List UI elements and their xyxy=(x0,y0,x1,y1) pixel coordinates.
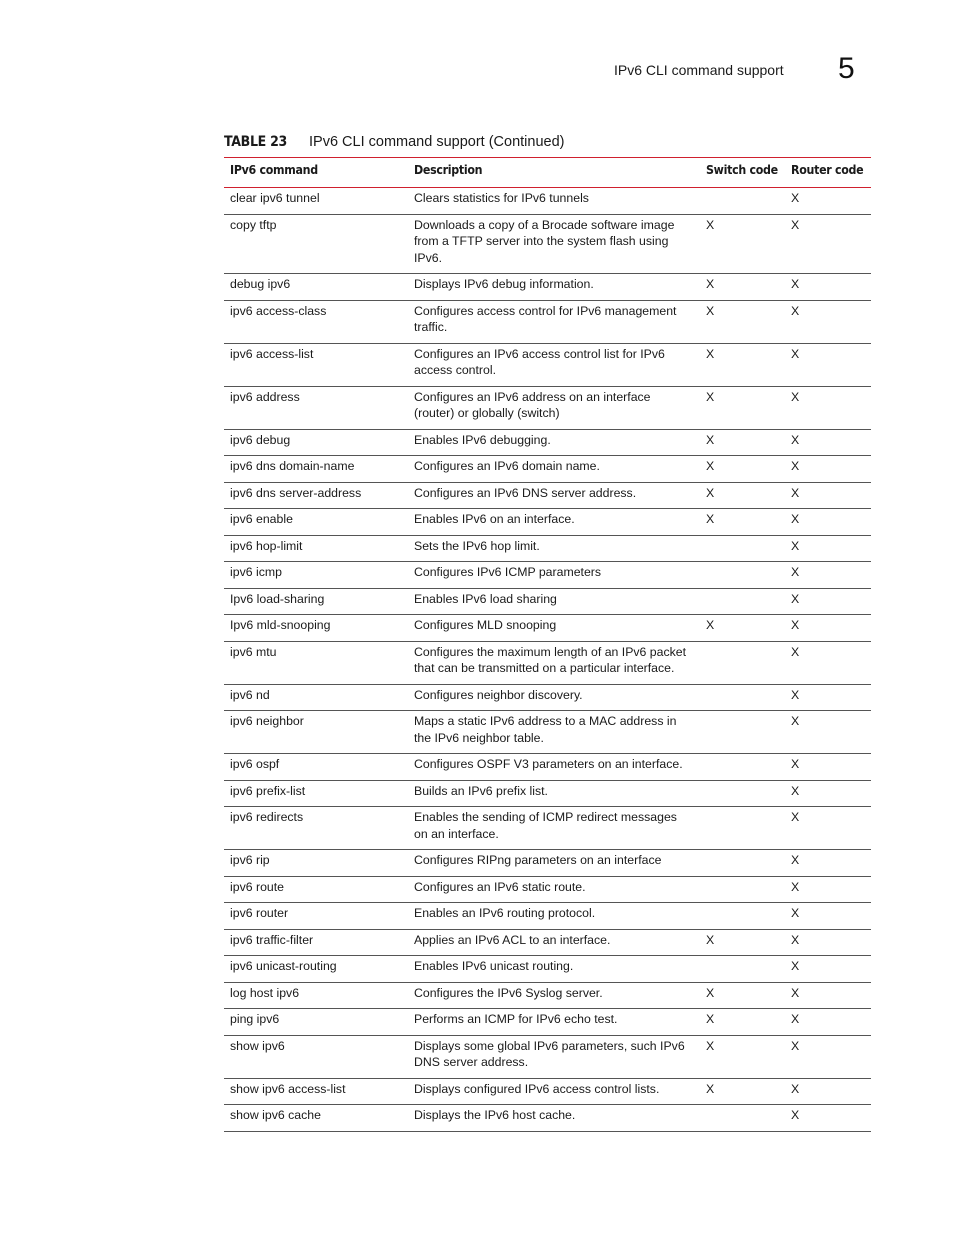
table-row xyxy=(224,615,871,642)
table-row xyxy=(224,876,871,903)
table-title: IPv6 CLI command support (Continued) xyxy=(309,134,565,150)
router-code-cell: X xyxy=(785,1035,871,1078)
table-row xyxy=(224,343,871,386)
description-cell: Performs an ICMP for IPv6 echo test. xyxy=(408,1009,700,1036)
description-cell: Displays IPv6 debug information. xyxy=(408,274,700,301)
command-cell: copy tftp xyxy=(224,214,408,274)
router-code-cell: X xyxy=(785,429,871,456)
switch-code-cell xyxy=(700,903,785,930)
table-row xyxy=(224,274,871,301)
command-cell: ipv6 debug xyxy=(224,429,408,456)
description-cell: Sets the IPv6 hop limit. xyxy=(408,535,700,562)
switch-code-cell: X xyxy=(700,456,785,483)
description-cell: Configures an IPv6 DNS server address. xyxy=(408,482,700,509)
router-code-cell: X xyxy=(785,929,871,956)
router-code-cell: X xyxy=(785,1009,871,1036)
command-cell: clear ipv6 tunnel xyxy=(224,188,408,215)
switch-code-cell xyxy=(700,956,785,983)
table-row xyxy=(224,903,871,930)
description-cell: Configures access control for IPv6 management traffic. xyxy=(408,300,700,343)
description-cell: Configures MLD snooping xyxy=(408,615,700,642)
description-cell: Configures the maximum length of an IPv6 packet that can be transmitted on a particular interface. xyxy=(408,641,700,684)
command-cell: Ipv6 load-sharing xyxy=(224,588,408,615)
router-code-cell: X xyxy=(785,300,871,343)
command-cell: ipv6 ospf xyxy=(224,754,408,781)
description-cell: Enables the sending of ICMP redirect messages on an interface. xyxy=(408,807,700,850)
description-cell: Applies an IPv6 ACL to an interface. xyxy=(408,929,700,956)
router-code-cell: X xyxy=(785,615,871,642)
router-code-cell: X xyxy=(785,274,871,301)
description-cell: Maps a static IPv6 address to a MAC address in the IPv6 neighbor table. xyxy=(408,711,700,754)
switch-code-cell: X xyxy=(700,1078,785,1105)
command-cell: ipv6 hop-limit xyxy=(224,535,408,562)
description-cell: Configures an IPv6 static route. xyxy=(408,876,700,903)
column-header-description: Description xyxy=(408,158,700,188)
command-cell: ipv6 router xyxy=(224,903,408,930)
router-code-cell: X xyxy=(785,641,871,684)
description-cell: Configures RIPng parameters on an interface xyxy=(408,850,700,877)
table-row xyxy=(224,1009,871,1036)
table-row xyxy=(224,850,871,877)
command-cell: ipv6 nd xyxy=(224,684,408,711)
router-code-cell: X xyxy=(785,956,871,983)
router-code-cell: X xyxy=(785,1105,871,1132)
command-cell: ipv6 unicast-routing xyxy=(224,956,408,983)
router-code-cell: X xyxy=(785,807,871,850)
table-row xyxy=(224,780,871,807)
command-cell: ipv6 rip xyxy=(224,850,408,877)
command-cell: ipv6 icmp xyxy=(224,562,408,589)
router-code-cell: X xyxy=(785,535,871,562)
router-code-cell: X xyxy=(785,343,871,386)
description-cell: Configures an IPv6 domain name. xyxy=(408,456,700,483)
switch-code-cell xyxy=(700,535,785,562)
table-row xyxy=(224,456,871,483)
table-header-row xyxy=(224,158,871,188)
command-cell: ipv6 prefix-list xyxy=(224,780,408,807)
table-row xyxy=(224,956,871,983)
command-cell: ipv6 access-list xyxy=(224,343,408,386)
table-row xyxy=(224,711,871,754)
command-cell: ipv6 neighbor xyxy=(224,711,408,754)
description-cell: Clears statistics for IPv6 tunnels xyxy=(408,188,700,215)
table-row xyxy=(224,641,871,684)
router-code-cell: X xyxy=(785,684,871,711)
command-cell: ipv6 address xyxy=(224,386,408,429)
switch-code-cell: X xyxy=(700,1035,785,1078)
table-row xyxy=(224,588,871,615)
switch-code-cell: X xyxy=(700,429,785,456)
command-cell: show ipv6 access-list xyxy=(224,1078,408,1105)
command-cell: ipv6 dns domain-name xyxy=(224,456,408,483)
description-cell: Displays some global IPv6 parameters, such IPv6 DNS server address. xyxy=(408,1035,700,1078)
router-code-cell: X xyxy=(785,562,871,589)
table-row xyxy=(224,386,871,429)
switch-code-cell xyxy=(700,562,785,589)
table-row xyxy=(224,807,871,850)
column-header-router-code: Router code xyxy=(785,158,871,188)
table-row xyxy=(224,754,871,781)
switch-code-cell xyxy=(700,711,785,754)
description-cell: Configures the IPv6 Syslog server. xyxy=(408,982,700,1009)
description-cell: Configures IPv6 ICMP parameters xyxy=(408,562,700,589)
command-cell: ipv6 redirects xyxy=(224,807,408,850)
command-cell: Ipv6 mld-snooping xyxy=(224,615,408,642)
table-row xyxy=(224,482,871,509)
description-cell: Configures an IPv6 access control list for IPv6 access control. xyxy=(408,343,700,386)
command-cell: ipv6 mtu xyxy=(224,641,408,684)
switch-code-cell: X xyxy=(700,482,785,509)
router-code-cell: X xyxy=(785,780,871,807)
chapter-number: 5 xyxy=(838,52,855,85)
router-code-cell: X xyxy=(785,982,871,1009)
switch-code-cell xyxy=(700,1105,785,1132)
command-cell: show ipv6 cache xyxy=(224,1105,408,1132)
switch-code-cell xyxy=(700,780,785,807)
router-code-cell: X xyxy=(785,386,871,429)
description-cell: Enables IPv6 load sharing xyxy=(408,588,700,615)
table-caption xyxy=(224,134,565,150)
table-row xyxy=(224,562,871,589)
command-cell: ipv6 access-class xyxy=(224,300,408,343)
command-cell: debug ipv6 xyxy=(224,274,408,301)
table-row xyxy=(224,1105,871,1132)
table-row xyxy=(224,1035,871,1078)
router-code-cell: X xyxy=(785,1078,871,1105)
table-body xyxy=(224,188,871,1132)
table-row xyxy=(224,982,871,1009)
table-row xyxy=(224,929,871,956)
command-cell: show ipv6 xyxy=(224,1035,408,1078)
router-code-cell: X xyxy=(785,711,871,754)
switch-code-cell: X xyxy=(700,929,785,956)
switch-code-cell: X xyxy=(700,1009,785,1036)
switch-code-cell: X xyxy=(700,343,785,386)
description-cell: Enables IPv6 unicast routing. xyxy=(408,956,700,983)
description-cell: Enables an IPv6 routing protocol. xyxy=(408,903,700,930)
table-row xyxy=(224,429,871,456)
running-header-title: IPv6 CLI command support xyxy=(614,62,784,78)
switch-code-cell xyxy=(700,641,785,684)
switch-code-cell xyxy=(700,588,785,615)
description-cell: Displays the IPv6 host cache. xyxy=(408,1105,700,1132)
switch-code-cell xyxy=(700,188,785,215)
description-cell: Configures an IPv6 address on an interface (router) or globally (switch) xyxy=(408,386,700,429)
table-row xyxy=(224,509,871,536)
router-code-cell: X xyxy=(785,188,871,215)
switch-code-cell xyxy=(700,684,785,711)
switch-code-cell: X xyxy=(700,300,785,343)
command-cell: ipv6 dns server-address xyxy=(224,482,408,509)
router-code-cell: X xyxy=(785,850,871,877)
column-header-command: IPv6 command xyxy=(224,158,408,188)
router-code-cell: X xyxy=(785,214,871,274)
ipv6-command-table xyxy=(224,157,871,1132)
switch-code-cell: X xyxy=(700,274,785,301)
switch-code-cell: X xyxy=(700,982,785,1009)
column-header-switch-code: Switch code xyxy=(700,158,785,188)
command-cell: ipv6 route xyxy=(224,876,408,903)
switch-code-cell xyxy=(700,850,785,877)
switch-code-cell xyxy=(700,807,785,850)
router-code-cell: X xyxy=(785,456,871,483)
description-cell: Enables IPv6 debugging. xyxy=(408,429,700,456)
table-row xyxy=(224,300,871,343)
router-code-cell: X xyxy=(785,588,871,615)
description-cell: Enables IPv6 on an interface. xyxy=(408,509,700,536)
description-cell: Configures OSPF V3 parameters on an interface. xyxy=(408,754,700,781)
description-cell: Displays configured IPv6 access control lists. xyxy=(408,1078,700,1105)
table-row xyxy=(224,535,871,562)
description-cell: Downloads a copy of a Brocade software image from a TFTP server into the system flash using IPv6. xyxy=(408,214,700,274)
router-code-cell: X xyxy=(785,876,871,903)
router-code-cell: X xyxy=(785,903,871,930)
switch-code-cell: X xyxy=(700,214,785,274)
table-row xyxy=(224,188,871,215)
switch-code-cell: X xyxy=(700,615,785,642)
description-cell: Configures neighbor discovery. xyxy=(408,684,700,711)
command-cell: ipv6 traffic-filter xyxy=(224,929,408,956)
table-row xyxy=(224,214,871,274)
description-cell: Builds an IPv6 prefix list. xyxy=(408,780,700,807)
switch-code-cell: X xyxy=(700,386,785,429)
router-code-cell: X xyxy=(785,509,871,536)
command-cell: ping ipv6 xyxy=(224,1009,408,1036)
router-code-cell: X xyxy=(785,754,871,781)
command-cell: ipv6 enable xyxy=(224,509,408,536)
table-label: TABLE 23 xyxy=(224,134,287,150)
table-row xyxy=(224,1078,871,1105)
switch-code-cell xyxy=(700,876,785,903)
switch-code-cell: X xyxy=(700,509,785,536)
table-row xyxy=(224,684,871,711)
switch-code-cell xyxy=(700,754,785,781)
command-cell: log host ipv6 xyxy=(224,982,408,1009)
router-code-cell: X xyxy=(785,482,871,509)
